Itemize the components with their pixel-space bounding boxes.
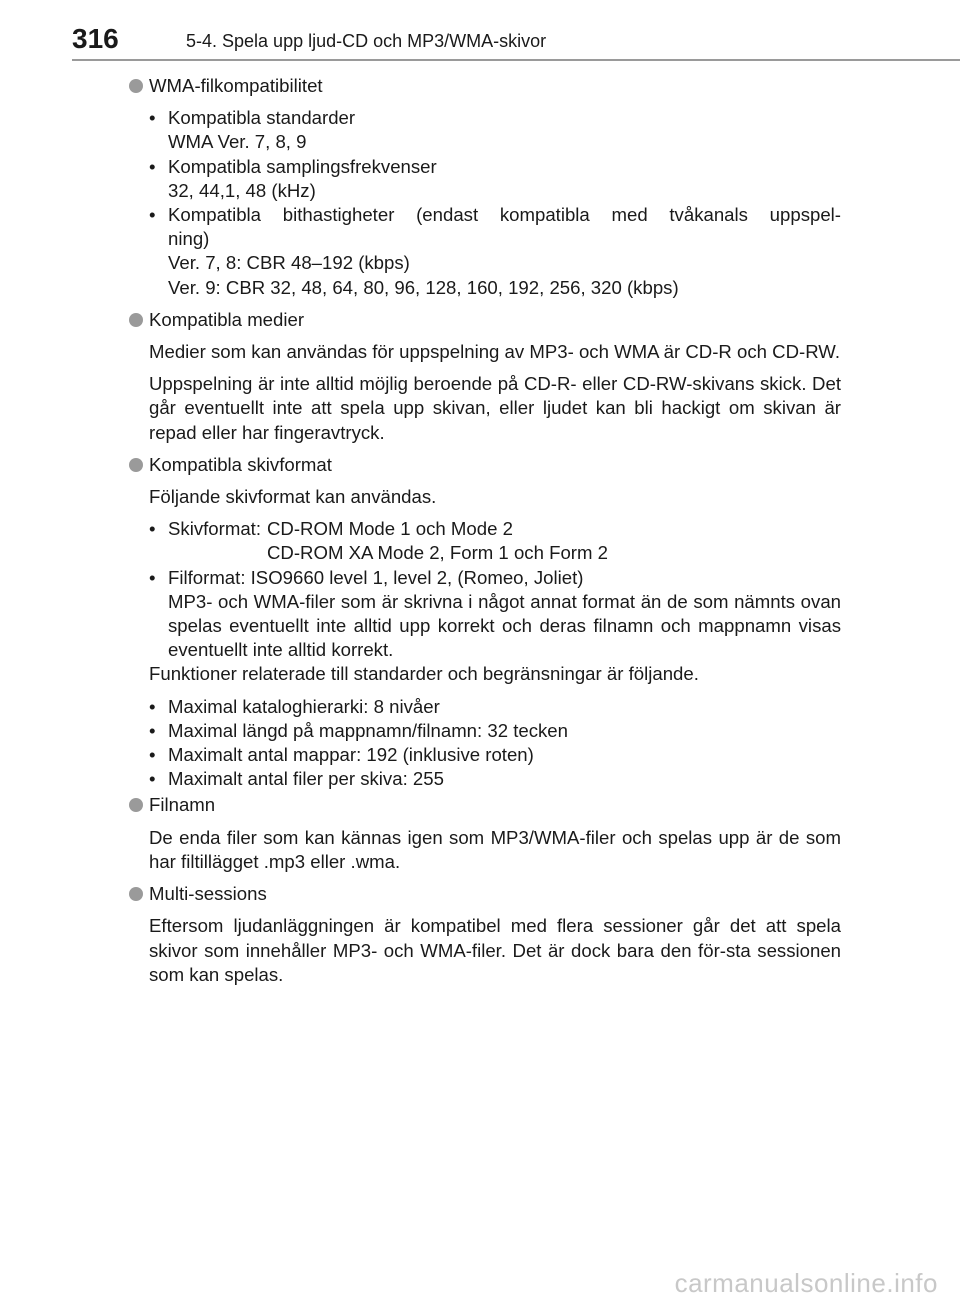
item-title-cont: ning) — [168, 228, 210, 250]
section-formats — [129, 453, 841, 792]
list-item — [149, 106, 841, 154]
item-value: Ver. 7, 8: CBR 48–192 (kbps) — [168, 252, 410, 274]
limit-text: Maximalt antal filer per skiva: 255 — [168, 768, 444, 790]
section-heading — [129, 74, 841, 98]
heading-text: WMA-filkompatibilitet — [149, 75, 323, 96]
bullet-mark: • — [149, 204, 156, 226]
bullet-circle-icon — [129, 798, 143, 812]
format-list — [149, 517, 841, 662]
bullet-mark: • — [149, 768, 156, 790]
section-heading — [129, 308, 841, 332]
section-media — [129, 308, 841, 445]
heading-text: Kompatibla medier — [149, 308, 305, 330]
limit-text: Maximalt antal mappar: 192 (inklusive roten) — [168, 744, 534, 766]
paragraph: De enda filer som kan kännas igen som MP3/WMA-filer och spelas upp är de som har filtillägget .mp3 eller .wma. — [149, 826, 841, 872]
section-body — [129, 914, 841, 987]
bullet-mark: • — [149, 155, 156, 177]
paragraph: Följande skivformat kan användas. — [149, 486, 437, 508]
section-filenames — [129, 793, 841, 874]
list-item — [149, 155, 841, 203]
section-body — [129, 106, 841, 300]
list-item — [149, 203, 841, 300]
item-title: Kompatibla standarder — [168, 107, 356, 129]
paragraph: Funktioner relaterade till standarder och begränsningar är följande. — [149, 663, 699, 685]
list-item — [149, 695, 841, 719]
item-value: WMA Ver. 7, 8, 9 — [168, 131, 307, 153]
section-body — [129, 485, 841, 791]
item-value: Ver. 9: CBR 32, 48, 64, 80, 96, 128, 160, 192, 256, 320 (kbps) — [168, 276, 679, 298]
bullet-mark: • — [149, 695, 156, 717]
page-number: 316 — [72, 23, 119, 54]
paragraph: Uppspelning är inte alltid möjlig beroende på CD-R- eller CD-RW-skivans skick. Det går eventuellt inte att spela upp skivan, eller ljudet kan bli hackigt om skivan är repad eller har fingeravtryck. — [149, 373, 841, 443]
item-value: 32, 44,1, 48 (kHz) — [168, 179, 316, 201]
section-multisession — [129, 882, 841, 987]
list-item — [149, 767, 841, 791]
page-content — [129, 74, 841, 987]
item-value: CD-ROM Mode 1 och Mode 2 — [267, 518, 513, 540]
section-title: 5-4. Spela upp ljud-CD och MP3/WMA-skivor — [186, 31, 547, 51]
section-body — [129, 826, 841, 874]
item-note: MP3- och WMA-filer som är skrivna i något annat format än de som nämnts ovan spelas eventuellt inte alltid upp korrekt och deras filnamn och mappnamn visas eventuellt inte alltid korrekt. — [168, 590, 841, 661]
limits-list — [149, 695, 841, 792]
list-item — [149, 743, 841, 767]
limit-text: Maximal längd på mappnamn/filnamn: 32 tecken — [168, 719, 568, 741]
heading-text: Kompatibla skivformat — [149, 453, 332, 475]
header-rule — [72, 59, 960, 61]
bullet-mark: • — [149, 744, 156, 766]
paragraph: Eftersom ljudanläggningen är kompatibel med flera sessioner går det att spela skivor som innehåller MP3- och WMA-filer. Det är dock bara den för-sta sessionen som kan spelas. — [149, 915, 841, 985]
bullet-mark: • — [149, 719, 156, 741]
item-value: CD-ROM XA Mode 2, Form 1 och Form 2 — [267, 542, 608, 564]
bullet-mark: • — [149, 518, 156, 540]
section-heading — [129, 793, 841, 817]
page-header — [72, 22, 960, 58]
bullet-circle-icon — [129, 458, 143, 472]
bullet-mark: • — [149, 566, 156, 588]
list-item — [149, 566, 841, 663]
bullet-circle-icon — [129, 313, 143, 327]
heading-text: Multi-sessions — [149, 883, 267, 905]
bullet-circle-icon — [129, 79, 143, 93]
paragraph: Medier som kan användas för uppspelning av MP3- och WMA är CD-R och CD-RW. — [149, 341, 840, 363]
item-label: Skivformat: — [168, 518, 261, 540]
heading-text: Filnamn — [149, 794, 216, 816]
list-item — [149, 719, 841, 743]
section-heading — [129, 453, 841, 477]
watermark: carmanualsonline.info — [674, 1268, 938, 1298]
item-title: Filformat: ISO9660 level 1, level 2, (Romeo, Joliet) — [168, 566, 584, 588]
section-heading — [129, 882, 841, 906]
disc-format-row — [168, 517, 841, 565]
section-wma — [129, 74, 841, 300]
bullet-circle-icon — [129, 887, 143, 901]
bullet-mark: • — [149, 107, 156, 129]
item-title: Kompatibla samplingsfrekvenser — [168, 155, 437, 177]
wma-list — [149, 106, 841, 300]
limit-text: Maximal kataloghierarki: 8 nivåer — [168, 695, 440, 717]
item-title: Kompatibla bithastigheter (endast kompatibla med tvåkanals uppspel- — [168, 204, 841, 226]
section-body — [129, 340, 841, 445]
list-item — [149, 517, 841, 565]
